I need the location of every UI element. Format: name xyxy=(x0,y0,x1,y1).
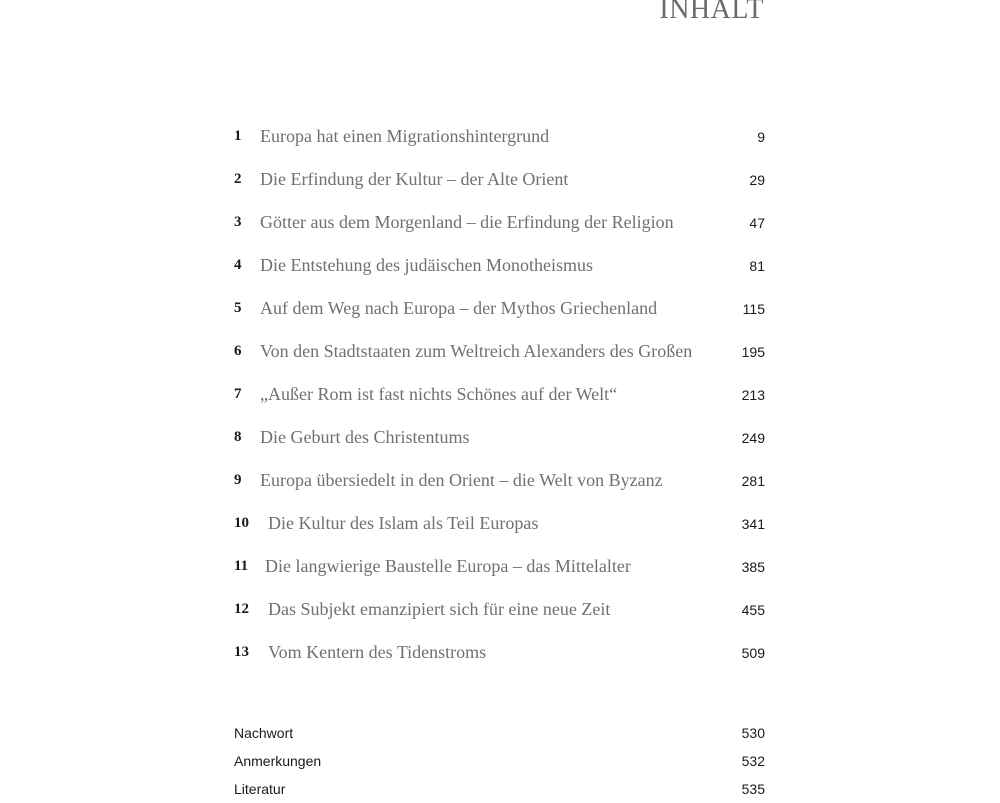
chapter-number: 4 xyxy=(234,257,242,273)
chapter-title: Europa hat einen Migrationshintergrund xyxy=(260,126,550,146)
toc-appendix-row[interactable] xyxy=(234,719,765,747)
chapter-page-number: 9 xyxy=(757,128,765,145)
appendix-page-number: 532 xyxy=(741,753,765,769)
chapter-number: 8 xyxy=(234,429,242,445)
toc-chapter-row[interactable] xyxy=(234,330,765,373)
appendix-title: Literatur xyxy=(234,781,286,797)
toc-chapter-row[interactable] xyxy=(234,201,765,244)
appendix-page-number: 535 xyxy=(741,781,765,797)
chapter-title: Das Subjekt emanzipiert sich für eine neue Zeit xyxy=(268,599,611,619)
chapter-title: Vom Kentern des Tidenstroms xyxy=(268,642,487,662)
toc-chapter-row[interactable] xyxy=(234,588,765,631)
chapter-title: Götter aus dem Morgenland – die Erfindung der Religion xyxy=(260,212,674,232)
chapter-page-number: 249 xyxy=(741,429,765,446)
chapter-title: Die Kultur des Islam als Teil Europas xyxy=(268,513,539,533)
chapter-number: 2 xyxy=(234,171,242,187)
chapter-number: 12 xyxy=(234,601,249,617)
chapter-number: 5 xyxy=(234,300,242,316)
chapter-title: Die Erfindung der Kultur – der Alte Orient xyxy=(260,169,569,189)
toc-appendix-row[interactable] xyxy=(234,775,765,803)
chapter-title: Die Entstehung des judäischen Monotheismus xyxy=(260,255,593,275)
chapter-title: „Außer Rom ist fast nichts Schönes auf der Welt“ xyxy=(260,384,618,404)
toc-chapter-row[interactable] xyxy=(234,416,765,459)
appendix-list xyxy=(234,719,765,803)
toc-chapter-row[interactable] xyxy=(234,158,765,201)
toc-chapter-row[interactable] xyxy=(234,244,765,287)
appendix-title: Anmerkungen xyxy=(234,753,322,769)
toc-chapter-row[interactable] xyxy=(234,502,765,545)
chapter-number: 9 xyxy=(234,472,242,488)
chapter-title: Die langwierige Baustelle Europa – das Mittelalter xyxy=(265,556,631,576)
chapter-page-number: 195 xyxy=(741,343,765,360)
toc-chapter-row[interactable] xyxy=(234,373,765,416)
chapter-number: 13 xyxy=(234,644,249,660)
chapter-number: 3 xyxy=(234,214,242,230)
chapter-page-number: 385 xyxy=(741,558,765,575)
chapter-page-number: 509 xyxy=(741,644,765,661)
toc-chapter-row[interactable] xyxy=(234,545,765,588)
chapter-title: Von den Stadtstaaten zum Weltreich Alexanders des Großen xyxy=(260,341,693,361)
chapter-page-number: 341 xyxy=(741,515,765,532)
chapter-number: 7 xyxy=(234,386,242,402)
appendix-title: Nachwort xyxy=(234,725,294,741)
chapter-page-number: 29 xyxy=(749,171,765,188)
chapter-page-number: 81 xyxy=(749,257,765,274)
toc-appendix-row[interactable] xyxy=(234,747,765,775)
chapter-title: Auf dem Weg nach Europa – der Mythos Griechenland xyxy=(260,298,658,318)
chapter-number: 11 xyxy=(234,558,249,574)
chapter-title: Europa übersiedelt in den Orient – die Welt von Byzanz xyxy=(260,470,663,490)
chapter-number: 10 xyxy=(234,515,249,531)
chapter-title: Die Geburt des Christentums xyxy=(260,427,470,447)
appendix-page-number: 530 xyxy=(741,725,765,741)
toc-chapter-row[interactable] xyxy=(234,287,765,330)
chapter-page-number: 47 xyxy=(749,214,765,231)
table-of-contents xyxy=(234,115,765,674)
toc-chapter-row[interactable] xyxy=(234,115,765,158)
chapter-page-number: 281 xyxy=(741,472,765,489)
page-title: INHALT xyxy=(659,0,764,25)
chapter-number: 1 xyxy=(234,128,242,144)
toc-chapter-row[interactable] xyxy=(234,459,765,502)
toc-chapter-row[interactable] xyxy=(234,631,765,674)
chapter-page-number: 213 xyxy=(741,386,765,403)
chapter-page-number: 115 xyxy=(742,300,765,317)
chapter-page-number: 455 xyxy=(741,601,765,618)
chapter-number: 6 xyxy=(234,343,242,359)
